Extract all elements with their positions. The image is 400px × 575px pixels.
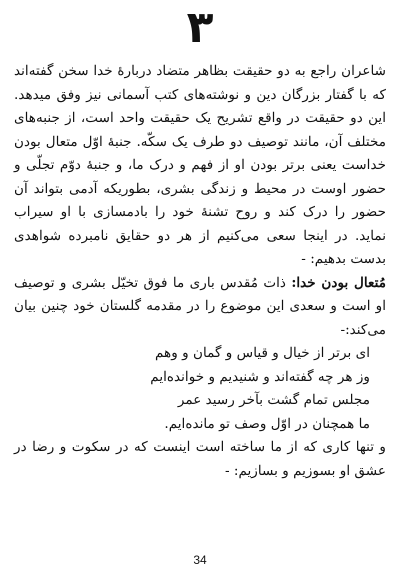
paragraph-intro: شاعران راجع به دو حقیقت بظاهر متضاد دربارهٔ خدا سخن گفته‌اند که با گفتار بزرگان دین و نوشته‌های کتب آسمانی نیز وفق میدهد. این دو حقیقت در واقع تشریح یک حقیقت واحد است، از جنبه‌های مختلف آن، مانند توصیف دو طرف یک سکّه. جنبهٔ اوّل متعال بودن خداست یعنی برتر بودن او از فهم و درک ما، و جنبهٔ دوّم تجلّی و حضور اوست در محیط و زندگی بشری، بطوریکه آدمی بتواند آن حضور را درک کند و روح تشنهٔ خود را بادمسازی با او سیراب نماید. در اینجا سعی می‌کنیم از هر دو حقایق نامبرده شواهدی بدست بدهیم: - — [14, 63, 386, 267]
verse-line: ما همچنان در اوّل وصف تو مانده‌ایم. — [164, 415, 370, 432]
section-heading-paragraph — [14, 272, 386, 343]
page-number: 34 — [193, 553, 207, 567]
section-heading-term: مُتعال بودن خدا: — [291, 274, 386, 291]
verse-line: ای برتر از خیال و قیاس و گمان و وهم — [154, 345, 370, 361]
section-heading-text: ذات مُقدس باری ما فوق تخیّل بشری و توصیف او است و سعدی این موضوع را در مقدمه گلستان خود چنین بیان می‌کند:- — [14, 274, 386, 338]
body-text — [14, 60, 386, 483]
verse-line: وز هر چه گفته‌اند و شنیدیم و خوانده‌ایم — [150, 368, 370, 385]
verse-line: مجلس تمام گشت بآخر رسید عمر — [177, 392, 370, 408]
chapter-number: ٣ — [186, 2, 214, 53]
paragraph-closing: و تنها کاری که از ما ساخته است اینست که در سکوت و رضا در عشق او بسوزیم و بسازیم: - — [14, 439, 386, 479]
